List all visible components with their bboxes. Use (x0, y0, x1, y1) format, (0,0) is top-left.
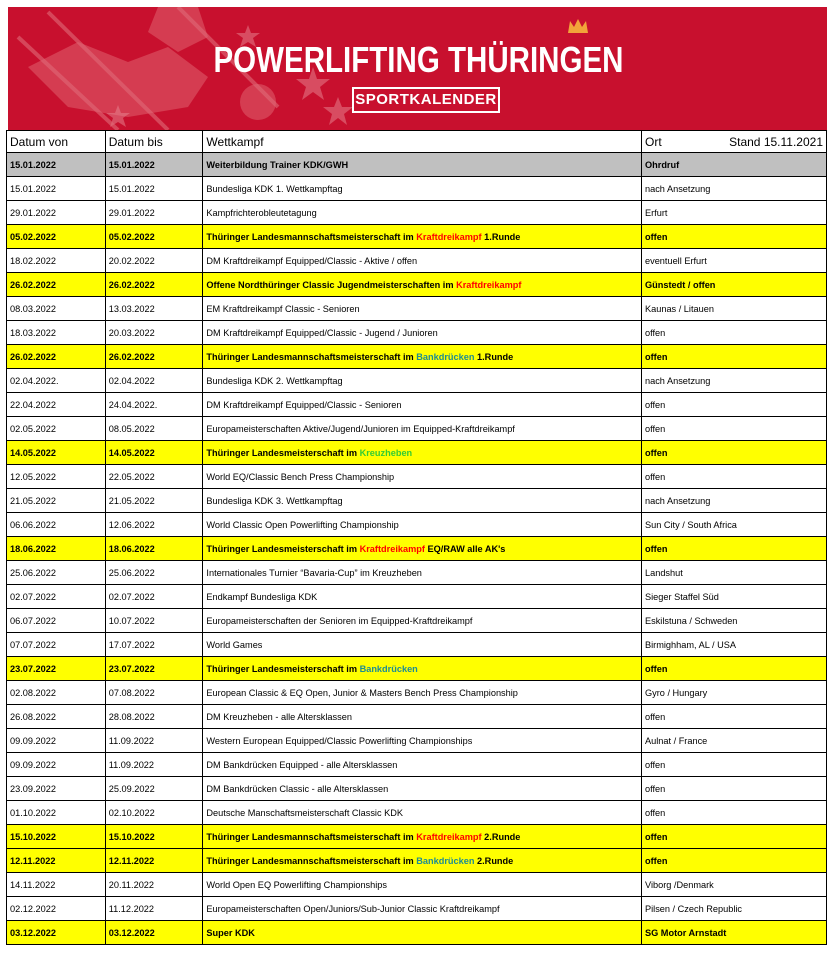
table-row (7, 897, 827, 921)
event-name: DM Bankdrücken Equipped - alle Altersklassen (206, 759, 398, 770)
discipline-keyword: Kreuzheben (359, 447, 413, 458)
event-name: Endkampf Bundesliga KDK (206, 591, 318, 602)
cell-datum-bis: 25.06.2022 (105, 561, 203, 585)
cell-ort: offen (641, 465, 826, 489)
discipline-keyword: Bankdrücken (416, 855, 475, 866)
event-name: World Games (206, 639, 263, 650)
cell-datum-bis: 24.04.2022. (105, 393, 203, 417)
cell-datum-bis: 02.10.2022 (105, 801, 203, 825)
cell-datum-von: 18.06.2022 (7, 537, 106, 561)
cell-datum-bis: 07.08.2022 (105, 681, 203, 705)
column-header-wettkampf: Wettkampf (203, 131, 642, 153)
table-row (7, 537, 827, 561)
cell-ort: Landshut (641, 561, 826, 585)
cell-wettkampf (203, 225, 642, 249)
cell-ort: Günstedt / offen (641, 273, 826, 297)
cell-datum-bis: 29.01.2022 (105, 201, 203, 225)
discipline-keyword: Kraftdreikampf (359, 543, 425, 554)
cell-wettkampf (203, 921, 642, 945)
table-row (7, 441, 827, 465)
cell-datum-bis: 15.01.2022 (105, 177, 203, 201)
cell-wettkampf (203, 297, 642, 321)
cell-datum-bis: 26.02.2022 (105, 345, 203, 369)
cell-ort: Sieger Staffel Süd (641, 585, 826, 609)
cell-ort: offen (641, 441, 826, 465)
cell-datum-von: 25.06.2022 (7, 561, 106, 585)
cell-datum-von: 05.02.2022 (7, 225, 106, 249)
cell-wettkampf (203, 249, 642, 273)
table-row (7, 561, 827, 585)
cell-ort: offen (641, 345, 826, 369)
column-header-datum-bis: Datum bis (105, 131, 203, 153)
cell-datum-von: 26.02.2022 (7, 273, 106, 297)
cell-datum-von: 18.02.2022 (7, 249, 106, 273)
cell-ort: Ohrdruf (641, 153, 826, 177)
cell-ort: Aulnat / France (641, 729, 826, 753)
cell-datum-bis: 12.11.2022 (105, 849, 203, 873)
cell-ort: offen (641, 225, 826, 249)
table-row (7, 753, 827, 777)
cell-datum-von: 09.09.2022 (7, 729, 106, 753)
cell-datum-von: 14.11.2022 (7, 873, 106, 897)
table-row (7, 657, 827, 681)
event-name: World Classic Open Powerlifting Championship (206, 519, 399, 530)
event-name: Offene Nordthüringer Classic Jugendmeisterschaften im (206, 279, 457, 290)
event-name: Europameisterschaften Aktive/Jugend/Junioren im Equipped-Kraftdreikampf (206, 423, 515, 434)
event-name: European Classic & EQ Open, Junior & Masters Bench Press Championship (206, 687, 518, 698)
event-name: Thüringer Landesmeisterschaft im (206, 447, 360, 458)
cell-datum-bis: 18.06.2022 (105, 537, 203, 561)
event-name: Kampfrichterobleutetagung (206, 207, 317, 218)
event-name: Super KDK (206, 927, 255, 938)
cell-datum-bis: 26.02.2022 (105, 273, 203, 297)
cell-datum-bis: 17.07.2022 (105, 633, 203, 657)
cell-datum-von: 15.01.2022 (7, 177, 106, 201)
table-row (7, 921, 827, 945)
event-name: Internationales Turnier “Bavaria-Cup” im Kreuzheben (206, 567, 422, 578)
event-name: Thüringer Landesmannschaftsmeisterschaft im (206, 831, 417, 842)
table-row (7, 225, 827, 249)
cell-datum-von: 21.05.2022 (7, 489, 106, 513)
table-row (7, 393, 827, 417)
column-header-ort (641, 131, 826, 153)
cell-ort: Kaunas / Litauen (641, 297, 826, 321)
event-name: DM Kraftdreikampf Equipped/Classic - Senioren (206, 399, 402, 410)
page-title: POWERLIFTING THÜRINGEN (213, 39, 624, 80)
discipline-keyword: Bankdrücken (359, 663, 418, 674)
event-name: Bundesliga KDK 1. Wettkampftag (206, 183, 343, 194)
table-row (7, 249, 827, 273)
cell-wettkampf (203, 825, 642, 849)
cell-datum-bis: 13.03.2022 (105, 297, 203, 321)
discipline-keyword: Kraftdreikampf (416, 231, 482, 242)
cell-wettkampf (203, 705, 642, 729)
cell-wettkampf (203, 369, 642, 393)
cell-datum-von: 26.08.2022 (7, 705, 106, 729)
table-row (7, 273, 827, 297)
event-name: Thüringer Landesmannschaftsmeisterschaft im (206, 231, 417, 242)
cell-ort: offen (641, 801, 826, 825)
cell-datum-von: 23.07.2022 (7, 657, 106, 681)
event-name: EM Kraftdreikampf Classic - Senioren (206, 303, 360, 314)
cell-wettkampf (203, 681, 642, 705)
cell-datum-von: 14.05.2022 (7, 441, 106, 465)
cell-wettkampf (203, 537, 642, 561)
table-row (7, 201, 827, 225)
event-suffix: 1.Runde (474, 351, 514, 362)
cell-ort: eventuell Erfurt (641, 249, 826, 273)
cell-wettkampf (203, 801, 642, 825)
cell-wettkampf (203, 873, 642, 897)
cell-datum-bis: 20.02.2022 (105, 249, 203, 273)
cell-datum-von: 18.03.2022 (7, 321, 106, 345)
cell-datum-von: 02.08.2022 (7, 681, 106, 705)
cell-wettkampf (203, 777, 642, 801)
cell-datum-von: 06.07.2022 (7, 609, 106, 633)
cell-datum-bis: 15.01.2022 (105, 153, 203, 177)
table-row (7, 465, 827, 489)
table-header-row (7, 131, 827, 153)
cell-datum-bis: 20.11.2022 (105, 873, 203, 897)
table-row (7, 801, 827, 825)
event-name: Deutsche Manschaftsmeisterschaft Classic KDK (206, 807, 403, 818)
table-row (7, 633, 827, 657)
event-name: DM Kraftdreikampf Equipped/Classic - Aktive / offen (206, 255, 418, 266)
event-suffix: 1.Runde (481, 231, 521, 242)
event-name: Thüringer Landesmannschaftsmeisterschaft im (206, 855, 417, 866)
cell-ort: Erfurt (641, 201, 826, 225)
cell-ort: offen (641, 321, 826, 345)
cell-wettkampf (203, 345, 642, 369)
cell-datum-bis: 21.05.2022 (105, 489, 203, 513)
cell-ort: Sun City / South Africa (641, 513, 826, 537)
cell-wettkampf (203, 753, 642, 777)
cell-datum-bis: 20.03.2022 (105, 321, 203, 345)
cell-datum-bis: 28.08.2022 (105, 705, 203, 729)
cell-datum-von: 02.04.2022. (7, 369, 106, 393)
cell-datum-bis: 25.09.2022 (105, 777, 203, 801)
cell-datum-bis: 22.05.2022 (105, 465, 203, 489)
event-suffix: 2.Runde (474, 855, 514, 866)
event-name: Weiterbildung Trainer KDK/GWH (206, 159, 349, 170)
page-subtitle: SPORTKALENDER (352, 87, 500, 113)
cell-datum-von: 15.01.2022 (7, 153, 106, 177)
cell-wettkampf (203, 417, 642, 441)
discipline-keyword: Bankdrücken (416, 351, 475, 362)
cell-datum-von: 12.11.2022 (7, 849, 106, 873)
table-row (7, 345, 827, 369)
cell-wettkampf (203, 441, 642, 465)
table-row (7, 369, 827, 393)
event-name: Thüringer Landesmeisterschaft im (206, 663, 360, 674)
stand-date: Stand 15.11.2021 (729, 134, 823, 149)
cell-datum-von: 01.10.2022 (7, 801, 106, 825)
cell-datum-von: 12.05.2022 (7, 465, 106, 489)
cell-wettkampf (203, 585, 642, 609)
table-row (7, 297, 827, 321)
cell-wettkampf (203, 321, 642, 345)
cell-wettkampf (203, 561, 642, 585)
discipline-keyword: Kraftdreikampf (416, 831, 482, 842)
cell-datum-bis: 11.09.2022 (105, 729, 203, 753)
cell-ort: Birmighham, AL / USA (641, 633, 826, 657)
cell-datum-von: 02.12.2022 (7, 897, 106, 921)
cell-datum-bis: 03.12.2022 (105, 921, 203, 945)
cell-wettkampf (203, 465, 642, 489)
cell-datum-bis: 05.02.2022 (105, 225, 203, 249)
cell-ort: nach Ansetzung (641, 369, 826, 393)
cell-ort: Eskilstuna / Schweden (641, 609, 826, 633)
event-name: Thüringer Landesmeisterschaft im (206, 543, 360, 554)
cell-wettkampf (203, 609, 642, 633)
table-row (7, 489, 827, 513)
discipline-keyword: Kraftdreikampf (456, 279, 522, 290)
table-row (7, 609, 827, 633)
event-name: Europameisterschaften Open/Juniors/Sub-Junior Classic Kraftdreikampf (206, 903, 500, 914)
event-name: DM Kreuzheben - alle Altersklassen (206, 711, 352, 722)
cell-datum-von: 06.06.2022 (7, 513, 106, 537)
table-row (7, 849, 827, 873)
cell-datum-bis: 14.05.2022 (105, 441, 203, 465)
cell-datum-bis: 15.10.2022 (105, 825, 203, 849)
cell-datum-von: 26.02.2022 (7, 345, 106, 369)
cell-datum-bis: 11.12.2022 (105, 897, 203, 921)
table-row (7, 681, 827, 705)
cell-datum-von: 29.01.2022 (7, 201, 106, 225)
table-row (7, 321, 827, 345)
cell-ort: offen (641, 537, 826, 561)
cell-wettkampf (203, 633, 642, 657)
cell-ort: offen (641, 777, 826, 801)
cell-datum-bis: 23.07.2022 (105, 657, 203, 681)
cell-wettkampf (203, 489, 642, 513)
cell-ort: offen (641, 753, 826, 777)
event-name: Bundesliga KDK 3. Wettkampftag (206, 495, 343, 506)
cell-ort: nach Ansetzung (641, 489, 826, 513)
cell-datum-von: 09.09.2022 (7, 753, 106, 777)
cell-datum-von: 22.04.2022 (7, 393, 106, 417)
cell-ort: offen (641, 417, 826, 441)
cell-ort: Gyro / Hungary (641, 681, 826, 705)
event-name: Thüringer Landesmannschaftsmeisterschaft im (206, 351, 417, 362)
cell-ort: offen (641, 705, 826, 729)
event-name: Europameisterschaften der Senioren im Equipped-Kraftdreikampf (206, 615, 473, 626)
cell-datum-von: 23.09.2022 (7, 777, 106, 801)
column-header-datum-von: Datum von (7, 131, 106, 153)
event-name: World Open EQ Powerlifting Championships (206, 879, 388, 890)
cell-wettkampf (203, 849, 642, 873)
cell-ort: Pilsen / Czech Republic (641, 897, 826, 921)
crown-icon (567, 17, 589, 35)
event-name: World EQ/Classic Bench Press Championship (206, 471, 395, 482)
cell-datum-bis: 12.06.2022 (105, 513, 203, 537)
cell-wettkampf (203, 729, 642, 753)
cell-wettkampf (203, 513, 642, 537)
table-row (7, 705, 827, 729)
table-row (7, 585, 827, 609)
ort-label: Ort (644, 134, 662, 149)
event-name: DM Bankdrücken Classic - alle Altersklassen (206, 783, 389, 794)
cell-wettkampf (203, 177, 642, 201)
cell-ort: offen (641, 393, 826, 417)
table-row (7, 729, 827, 753)
cell-datum-bis: 02.04.2022 (105, 369, 203, 393)
cell-ort: SG Motor Arnstadt (641, 921, 826, 945)
table-row (7, 177, 827, 201)
cell-wettkampf (203, 657, 642, 681)
cell-wettkampf (203, 201, 642, 225)
cell-datum-von: 15.10.2022 (7, 825, 106, 849)
cell-wettkampf (203, 153, 642, 177)
cell-datum-von: 03.12.2022 (7, 921, 106, 945)
cell-datum-bis: 11.09.2022 (105, 753, 203, 777)
cell-datum-bis: 10.07.2022 (105, 609, 203, 633)
table-row (7, 777, 827, 801)
table-row (7, 825, 827, 849)
calendar-table (6, 130, 827, 945)
header-banner (8, 7, 827, 130)
cell-wettkampf (203, 273, 642, 297)
event-name: Bundesliga KDK 2. Wettkampftag (206, 375, 343, 386)
event-suffix: 2.Runde (481, 831, 521, 842)
cell-datum-von: 07.07.2022 (7, 633, 106, 657)
cell-datum-von: 02.07.2022 (7, 585, 106, 609)
cell-wettkampf (203, 897, 642, 921)
cell-wettkampf (203, 393, 642, 417)
cell-datum-bis: 02.07.2022 (105, 585, 203, 609)
cell-datum-von: 08.03.2022 (7, 297, 106, 321)
table-row (7, 873, 827, 897)
cell-ort: offen (641, 657, 826, 681)
event-suffix: EQ/RAW alle AK's (424, 543, 506, 554)
table-row (7, 513, 827, 537)
cell-ort: nach Ansetzung (641, 177, 826, 201)
cell-ort: Viborg /Denmark (641, 873, 826, 897)
event-name: DM Kraftdreikampf Equipped/Classic - Jugend / Junioren (206, 327, 438, 338)
table-row (7, 417, 827, 441)
cell-ort: offen (641, 825, 826, 849)
table-row (7, 153, 827, 177)
cell-ort: offen (641, 849, 826, 873)
cell-datum-bis: 08.05.2022 (105, 417, 203, 441)
event-name: Western European Equipped/Classic Powerlifting Championships (206, 735, 473, 746)
cell-datum-von: 02.05.2022 (7, 417, 106, 441)
